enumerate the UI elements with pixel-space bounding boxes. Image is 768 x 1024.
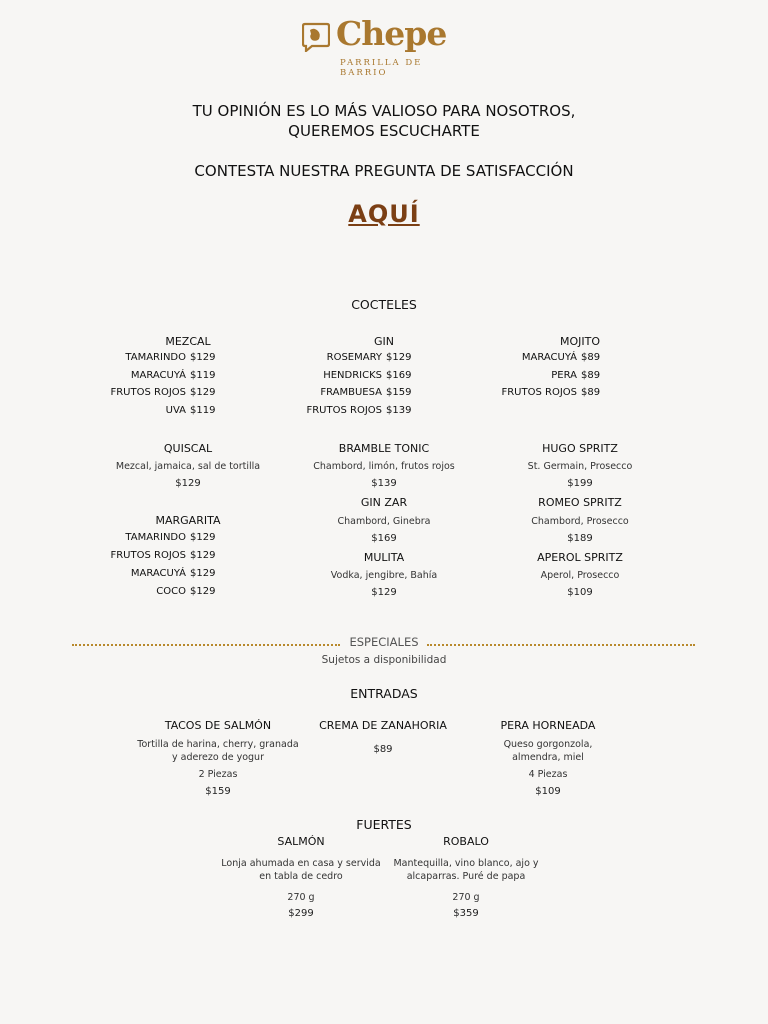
menu-heading-margarita: MARGARITA	[155, 514, 221, 527]
section-title-entradas: ENTRADAS	[350, 686, 418, 701]
menu-heading-mezcal: MEZCAL	[165, 335, 211, 348]
item-description: almendra, miel	[512, 752, 584, 763]
menu-heading-mulita: MULITA	[363, 551, 405, 564]
section-title-cocteles: COCTELES	[351, 297, 417, 312]
item-price: $89	[373, 744, 393, 755]
item-price: $199	[567, 478, 593, 489]
item-description: Chambord, Prosecco	[531, 516, 629, 527]
item-description: St. Germain, Prosecco	[527, 461, 633, 472]
brand-logo	[300, 14, 470, 78]
item-description: Mezcal, jamaica, sal de tortilla	[115, 461, 261, 472]
item-weight: 270 g	[287, 892, 315, 903]
menu-heading-gin: GIN	[374, 335, 394, 348]
item-quantity: 4 Piezas	[528, 769, 568, 780]
item-price: $129	[175, 478, 201, 489]
item-description: Aperol, Prosecco	[540, 570, 620, 581]
section-title-fuertes: FUERTES	[356, 817, 412, 832]
item-description: Mantequilla, vino blanco, ajo y	[393, 858, 539, 869]
intro-line-1: TU OPINIÓN ES LO MÁS VALIOSO PARA NOSOTROS,	[192, 102, 576, 120]
menu-heading-aperol-spritz: APEROL SPRITZ	[537, 551, 623, 564]
menu-heading-robalo: ROBALO	[443, 835, 489, 848]
menu-heading-mojito: MOJITO	[559, 335, 600, 348]
item-description: Tortilla de harina, cherry, granada	[137, 739, 299, 750]
menu-heading-pera-horneada: PERA HORNEADA	[500, 719, 596, 732]
item-description: en tabla de cedro	[259, 871, 343, 882]
item-description: Queso gorgonzola,	[503, 739, 593, 750]
menu-heading-romeo-spritz: ROMEO SPRITZ	[538, 496, 622, 509]
item-price: $109	[535, 786, 561, 797]
intro-line-2: QUEREMOS ESCUCHARTE	[288, 122, 480, 140]
menu-heading-crema-de-zanahoria: CREMA DE ZANAHORIA	[319, 719, 447, 732]
item-description: y aderezo de yogur	[172, 752, 264, 763]
item-description: Vodka, jengibre, Bahía	[330, 570, 438, 581]
intro-line-3: CONTESTA NUESTRA PREGUNTA DE SATISFACCIÓN	[194, 162, 574, 180]
item-price: $139	[371, 478, 397, 489]
brand-name: Chepe	[336, 14, 447, 53]
item-quantity: 2 Piezas	[198, 769, 238, 780]
menu-heading-gin-zar: GIN ZAR	[360, 496, 408, 509]
item-price: $129	[371, 587, 397, 598]
menu-heading-tacos-de-salmon: TACOS DE SALMÓN	[164, 719, 272, 732]
item-price: $109	[567, 587, 593, 598]
section-title-especiales: ESPECIALES	[349, 635, 419, 649]
menu-heading-hugo-spritz: HUGO SPRITZ	[542, 442, 618, 455]
item-price: $169	[371, 533, 397, 544]
item-price: $299	[288, 908, 314, 919]
item-description: alcaparras. Puré de papa	[406, 871, 526, 882]
item-description: Lonja ahumada en casa y servida	[221, 858, 381, 869]
item-weight: 270 g	[452, 892, 480, 903]
item-price: $189	[567, 533, 593, 544]
item-price: $359	[453, 908, 479, 919]
survey-link[interactable]: AQUÍ	[348, 200, 420, 228]
item-description: Chambord, Ginebra	[337, 516, 431, 527]
menu-heading-quiscal: QUISCAL	[163, 442, 213, 455]
especiales-note: Sujetos a disponibilidad	[321, 654, 447, 666]
menu-heading-bramble-tonic: BRAMBLE TONIC	[338, 442, 430, 455]
item-price: $159	[205, 786, 231, 797]
chat-bubble-icon	[302, 22, 330, 52]
item-description: Chambord, limón, frutos rojos	[313, 461, 455, 472]
brand-tagline: PARRILLA DE BARRIO	[340, 58, 423, 78]
menu-heading-salmon: SALMÓN	[277, 835, 325, 848]
